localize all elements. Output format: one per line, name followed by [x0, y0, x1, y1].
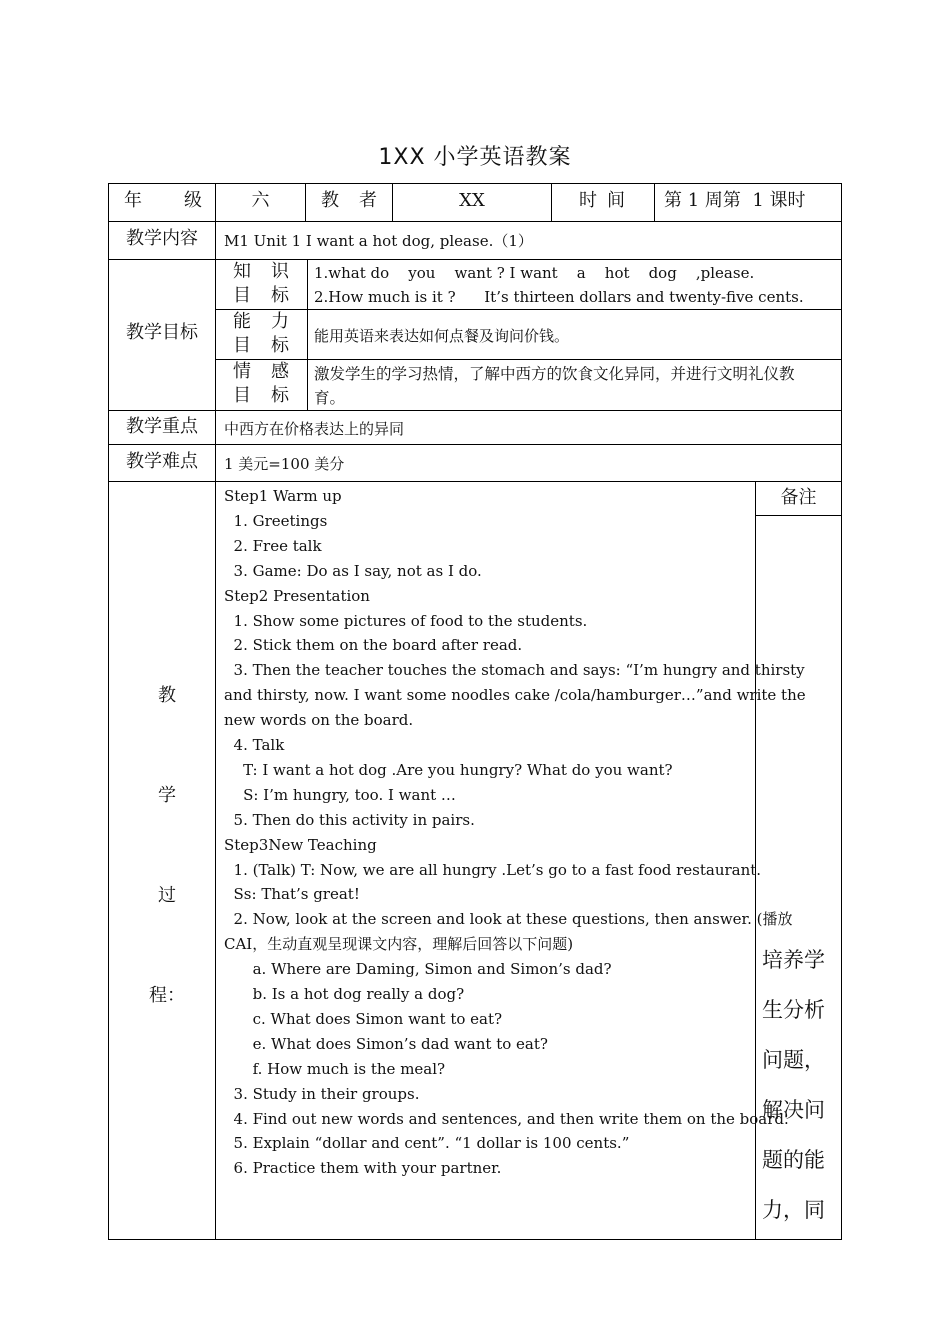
process-line: 3. Study in their groups.: [224, 1084, 420, 1103]
process-label-char: 程：: [149, 985, 185, 1006]
emotion-line-1: 激发学生的学习热情，了解中西方的饮食文化异同，并进行文明礼仪教: [314, 365, 795, 383]
row-rule: [108, 221, 842, 222]
process-label-char: 教: [158, 685, 176, 706]
process-line: c. What does Simon want to eat?: [224, 1009, 503, 1028]
knowledge-label-top: 知 识: [233, 261, 289, 282]
process-line: 4. Find out new words and sentences, and then write them on the board.: [224, 1109, 789, 1128]
notes-text: 培养学生分析问题，解决问题的能力，同: [762, 948, 825, 1222]
difficulty-value: 1 美元=100 美分: [224, 455, 345, 473]
process-line: 3. Game: Do as I say, not as I do.: [224, 561, 482, 580]
col-rule: [551, 183, 552, 222]
col-rule: [307, 259, 308, 411]
knowledge-line-1: 1.what do you want ? I want a hot dog ,please.: [314, 264, 755, 282]
ability-text: 能用英语来表达如何点餐及询问价钱。: [314, 327, 570, 345]
row-rule: [108, 444, 842, 445]
process-line: 2. Free talk: [224, 536, 322, 555]
key-point-label: 教学重点: [126, 416, 198, 437]
process-label-char: 学: [158, 785, 176, 806]
difficulty-label: 教学难点: [126, 451, 198, 472]
process-line: e. What does Simon’s dad want to eat?: [224, 1034, 548, 1053]
content-label: 教学内容: [126, 228, 198, 249]
process-line: 2. Stick them on the board after read.: [224, 636, 523, 655]
notes-label: 备注: [780, 487, 817, 508]
row-rule: [108, 183, 842, 184]
row-rule: [108, 1239, 842, 1240]
row-rule: [108, 259, 842, 260]
grade-label: 年 级: [124, 190, 202, 211]
lesson-schedule: 第 1 周第 1 课时: [664, 190, 806, 211]
process-line: 2. Now, look at the screen and look at these questions, then answer. (播放: [224, 910, 793, 929]
process-line: 5. Then do this activity in pairs.: [224, 810, 475, 829]
process-line: 1. Greetings: [224, 511, 328, 530]
process-line: 6. Practice them with your partner.: [224, 1159, 502, 1178]
key-point-value: 中西方在价格表达上的异同: [224, 420, 405, 438]
emotion-label-top: 情 感: [233, 361, 289, 382]
process-line: 1. Show some pictures of food to the students.: [224, 611, 588, 630]
col-rule: [215, 183, 216, 1240]
process-line: new words on the board.: [224, 711, 414, 730]
col-rule: [841, 183, 842, 1240]
process-line: a. Where are Daming, Simon and Simon’s dad?: [224, 960, 612, 979]
ability-label-bottom: 目 标: [233, 335, 289, 356]
row-rule: [108, 410, 842, 411]
col-rule: [654, 183, 655, 222]
process-line: 5. Explain “dollar and cent”. “1 dollar is 100 cents.”: [224, 1134, 630, 1153]
process-line: 4. Talk: [224, 736, 285, 754]
knowledge-line-2: 2.How much is it ? It’s thirteen dollars and twenty-five cents.: [314, 288, 804, 306]
teacher-value: XX: [459, 190, 485, 211]
row-rule: [108, 481, 842, 482]
process-line: Step3New Teaching: [224, 835, 377, 854]
process-line: 3. Then the teacher touches the stomach and says: “I’m hungry and thirsty: [224, 661, 805, 680]
process-line: CAI，生动直观呈现课文内容，理解后回答以下问题): [224, 935, 574, 954]
page-title: 1XX 小学英语教案: [378, 145, 572, 170]
process-line: Ss: That’s great!: [224, 885, 360, 904]
objectives-label: 教学目标: [126, 322, 198, 343]
col-rule: [305, 183, 306, 222]
process-line: Step2 Presentation: [224, 586, 370, 605]
time-label: 时 间: [579, 190, 625, 211]
process-line: b. Is a hot dog really a dog?: [224, 985, 465, 1003]
ability-label-top: 能 力: [233, 311, 289, 332]
row-rule: [215, 309, 842, 310]
row-rule: [755, 515, 842, 516]
process-line: f. How much is the meal?: [224, 1059, 446, 1078]
process-line: S: I’m hungry, too. I want …: [224, 785, 456, 804]
process-line: 1. (Talk) T: Now, we are all hungry .Let’s go to a fast food restaurant.: [224, 860, 762, 879]
process-line: and thirsty, now. I want some noodles cake /cola/hamburger…”and write the: [224, 686, 806, 705]
content-value: M1 Unit 1 I want a hot dog, please.（1）: [224, 232, 533, 250]
emotion-line-2: 育。: [314, 389, 346, 407]
grade-value: 六: [251, 190, 270, 211]
emotion-label-bottom: 目 标: [233, 385, 289, 406]
process-label-char: 过: [158, 885, 176, 906]
process-line: Step1 Warm up: [224, 487, 342, 505]
teacher-label: 教 者: [321, 190, 377, 211]
knowledge-label-bottom: 目 标: [233, 285, 289, 306]
row-rule: [215, 359, 842, 360]
process-line: T: I want a hot dog .Are you hungry? What do you want?: [224, 760, 673, 779]
